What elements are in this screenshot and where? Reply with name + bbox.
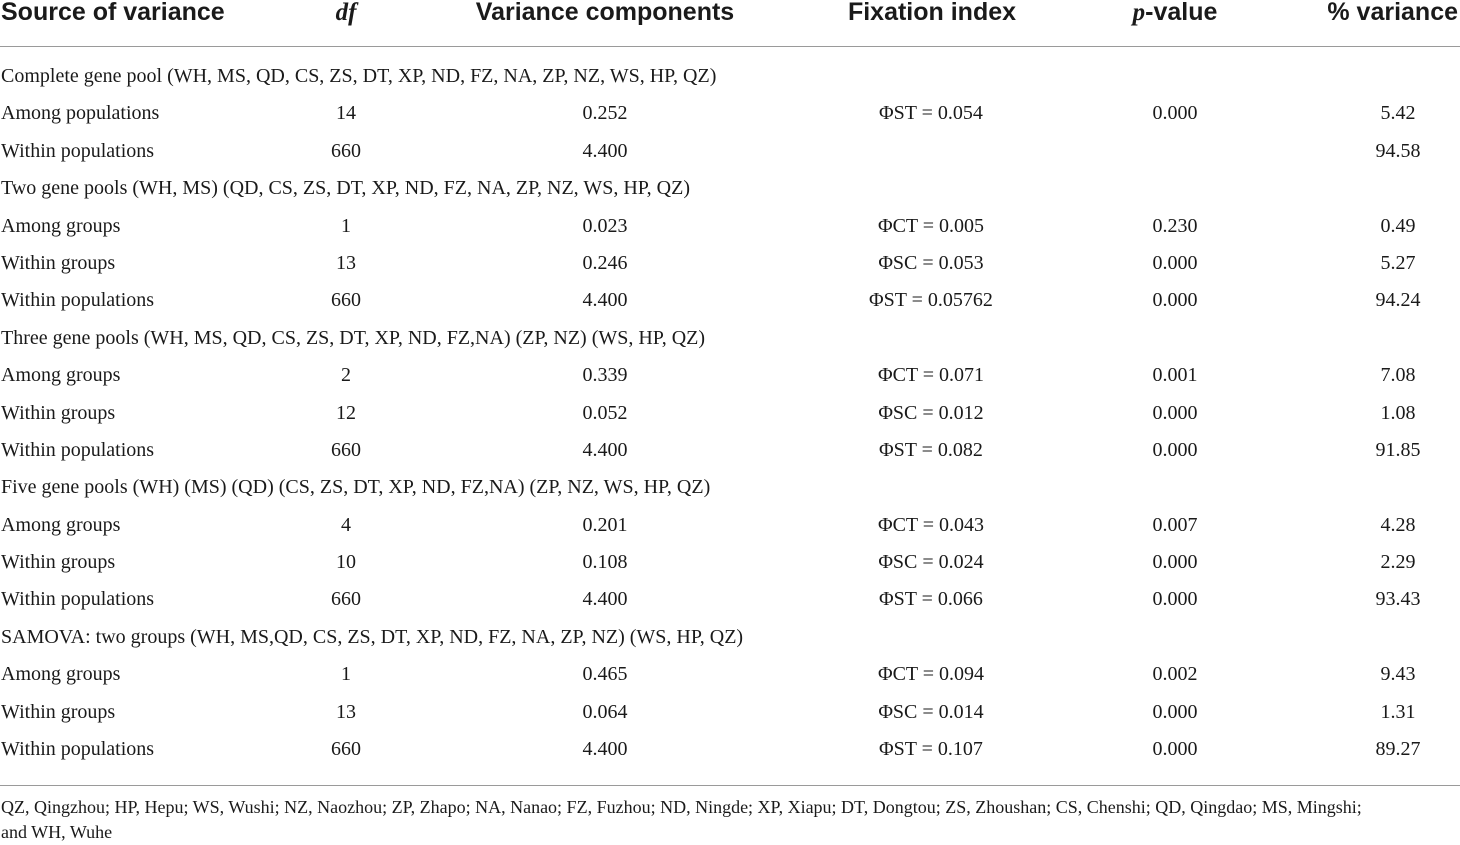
cell-source: Among groups: [1, 214, 121, 237]
cell-pvalue: 0.000: [1152, 401, 1198, 424]
group-label: Two gene pools (WH, MS) (QD, CS, ZS, DT, XP, ND, FZ, NA, ZP, NZ, WS, HP, QZ): [1, 177, 690, 200]
table-row: [0, 357, 1460, 394]
cell-df: 12: [336, 401, 356, 424]
cell-pvalue: 0.000: [1152, 102, 1198, 125]
cell-df: 10: [336, 551, 356, 574]
cell-fixation: ΦSC = 0.024: [878, 551, 984, 574]
cell-source: Within populations: [1, 588, 155, 611]
cell-pvalue: 0.000: [1152, 588, 1198, 611]
cell-variance: 0.252: [582, 102, 628, 125]
cell-df: 1: [341, 663, 351, 686]
cell-percent: 2.29: [1380, 551, 1416, 574]
group-label: Five gene pools (WH) (MS) (QD) (CS, ZS, DT, XP, ND, FZ,NA) (ZP, NZ, WS, HP, QZ): [1, 476, 711, 499]
group-label: SAMOVA: two groups (WH, MS,QD, CS, ZS, DT, XP, ND, FZ, NA, ZP, NZ) (WS, HP, QZ): [1, 625, 744, 648]
group-header-row: [0, 170, 1460, 207]
cell-source: Among groups: [1, 513, 121, 536]
cell-variance: 0.108: [582, 551, 628, 574]
cell-fixation: ΦSC = 0.053: [878, 251, 984, 274]
table-body: [0, 58, 1460, 768]
group-label: Three gene pools (WH, MS, QD, CS, ZS, DT, XP, ND, FZ,NA) (ZP, NZ) (WS, HP, QZ): [1, 326, 706, 349]
cell-variance: 4.400: [582, 289, 628, 312]
footer-divider: [0, 785, 1460, 786]
cell-source: Among populations: [1, 102, 160, 125]
header-df: [336, 0, 357, 28]
cell-percent: 5.42: [1380, 102, 1416, 125]
cell-fixation: ΦST = 0.05762: [869, 289, 993, 312]
cell-df: 660: [331, 139, 361, 162]
table-row: [0, 282, 1460, 319]
cell-percent: 5.27: [1380, 251, 1416, 274]
cell-source: Within populations: [1, 438, 155, 461]
table-row: [0, 656, 1460, 693]
cell-source: Within groups: [1, 251, 116, 274]
group-header-row: [0, 469, 1460, 506]
cell-pvalue: 0.000: [1152, 551, 1198, 574]
cell-df: 1: [341, 214, 351, 237]
header-df-label: df: [335, 0, 357, 26]
cell-fixation: ΦCT = 0.043: [877, 513, 985, 536]
table-row: [0, 544, 1460, 581]
table-row: [0, 133, 1460, 170]
table-row: [0, 731, 1460, 768]
cell-percent: 94.58: [1375, 139, 1421, 162]
cell-percent: 9.43: [1380, 663, 1416, 686]
cell-df: 660: [331, 738, 361, 761]
cell-pvalue: 0.007: [1152, 513, 1198, 536]
cell-fixation: ΦSC = 0.014: [878, 700, 984, 723]
cell-df: 13: [336, 251, 356, 274]
cell-percent: 7.08: [1380, 364, 1416, 387]
cell-variance: 4.400: [582, 438, 628, 461]
cell-fixation: ΦCT = 0.005: [877, 214, 985, 237]
header-pvalue: [1133, 0, 1218, 28]
cell-df: 13: [336, 700, 356, 723]
cell-percent: 4.28: [1380, 513, 1416, 536]
table-row: [0, 432, 1460, 469]
cell-variance: 0.201: [582, 513, 628, 536]
cell-variance: 4.400: [582, 139, 628, 162]
cell-fixation: ΦST = 0.054: [879, 102, 983, 125]
cell-df: 660: [331, 438, 361, 461]
table-row: [0, 208, 1460, 245]
header-fixation: Fixation index: [847, 0, 1017, 26]
cell-pvalue: 0.000: [1152, 438, 1198, 461]
footnote-line-2: and WH, Wuhe: [1, 822, 113, 842]
cell-source: Within groups: [1, 401, 116, 424]
cell-fixation: ΦST = 0.082: [879, 438, 983, 461]
cell-pvalue: 0.000: [1152, 289, 1198, 312]
cell-df: 14: [336, 102, 356, 125]
cell-pvalue: 0.000: [1152, 700, 1198, 723]
footnote-line-1: QZ, Qingzhou; HP, Hepu; WS, Wushi; NZ, Naozhou; ZP, Zhapo; NA, Nanao; FZ, Fuzhou; ND, Ningde; XP, Xiapu; DT, Dongtou; ZS, Zhoushan; CS, Chenshi; QD, Qingdao; MS, Mingshi;: [1, 797, 1362, 817]
table-footnote: [1, 795, 1460, 845]
table-row: [0, 694, 1460, 731]
table-row: [0, 95, 1460, 132]
cell-df: 4: [341, 513, 351, 536]
cell-source: Within populations: [1, 139, 155, 162]
group-label: Complete gene pool (WH, MS, QD, CS, ZS, DT, XP, ND, FZ, NA, ZP, NZ, WS, HP, QZ): [1, 65, 717, 87]
header-percent: % variance: [1327, 0, 1458, 26]
group-header-row: [0, 619, 1460, 656]
header-variance: Variance components: [475, 0, 735, 26]
cell-fixation: ΦCT = 0.071: [877, 364, 985, 387]
cell-percent: 1.31: [1380, 700, 1416, 723]
cell-df: 660: [331, 289, 361, 312]
cell-source: Among groups: [1, 663, 121, 686]
cell-variance: 0.465: [582, 663, 628, 686]
cell-variance: 0.339: [582, 364, 628, 387]
cell-percent: 94.24: [1375, 289, 1421, 312]
group-header-row: [0, 320, 1460, 357]
cell-source: Within populations: [1, 738, 155, 761]
cell-fixation: ΦST = 0.107: [879, 738, 983, 761]
cell-pvalue: 0.002: [1152, 663, 1198, 686]
table-header: [0, 0, 1460, 47]
table-row: [0, 507, 1460, 544]
group-header-row: [0, 58, 1460, 95]
cell-percent: 89.27: [1375, 738, 1421, 761]
cell-pvalue: 0.000: [1152, 251, 1198, 274]
cell-pvalue: 0.000: [1152, 738, 1198, 761]
cell-pvalue: 0.230: [1152, 214, 1198, 237]
cell-source: Within groups: [1, 700, 116, 723]
cell-percent: 0.49: [1380, 214, 1416, 237]
cell-variance: 0.064: [582, 700, 628, 723]
cell-source: Within populations: [1, 289, 155, 312]
cell-df: 660: [331, 588, 361, 611]
table-row: [0, 395, 1460, 432]
cell-percent: 93.43: [1375, 588, 1421, 611]
cell-fixation: ΦSC = 0.012: [878, 401, 984, 424]
cell-variance: 0.246: [582, 251, 628, 274]
cell-pvalue: 0.001: [1152, 364, 1198, 387]
header-source: Source of variance: [1, 0, 225, 26]
cell-fixation: ΦST = 0.066: [879, 588, 983, 611]
cell-percent: 1.08: [1380, 401, 1416, 424]
table-row: [0, 581, 1460, 618]
cell-variance: 4.400: [582, 738, 628, 761]
cell-source: Among groups: [1, 364, 121, 387]
header-pvalue-rest: -value: [1145, 0, 1218, 26]
cell-source: Within groups: [1, 551, 116, 574]
cell-variance: 4.400: [582, 588, 628, 611]
header-pvalue-italic: p: [1132, 0, 1146, 26]
cell-fixation: ΦCT = 0.094: [877, 663, 985, 686]
table-row: [0, 245, 1460, 282]
cell-percent: 91.85: [1375, 438, 1421, 461]
cell-variance: 0.023: [582, 214, 628, 237]
cell-df: 2: [341, 364, 351, 387]
cell-variance: 0.052: [582, 401, 628, 424]
